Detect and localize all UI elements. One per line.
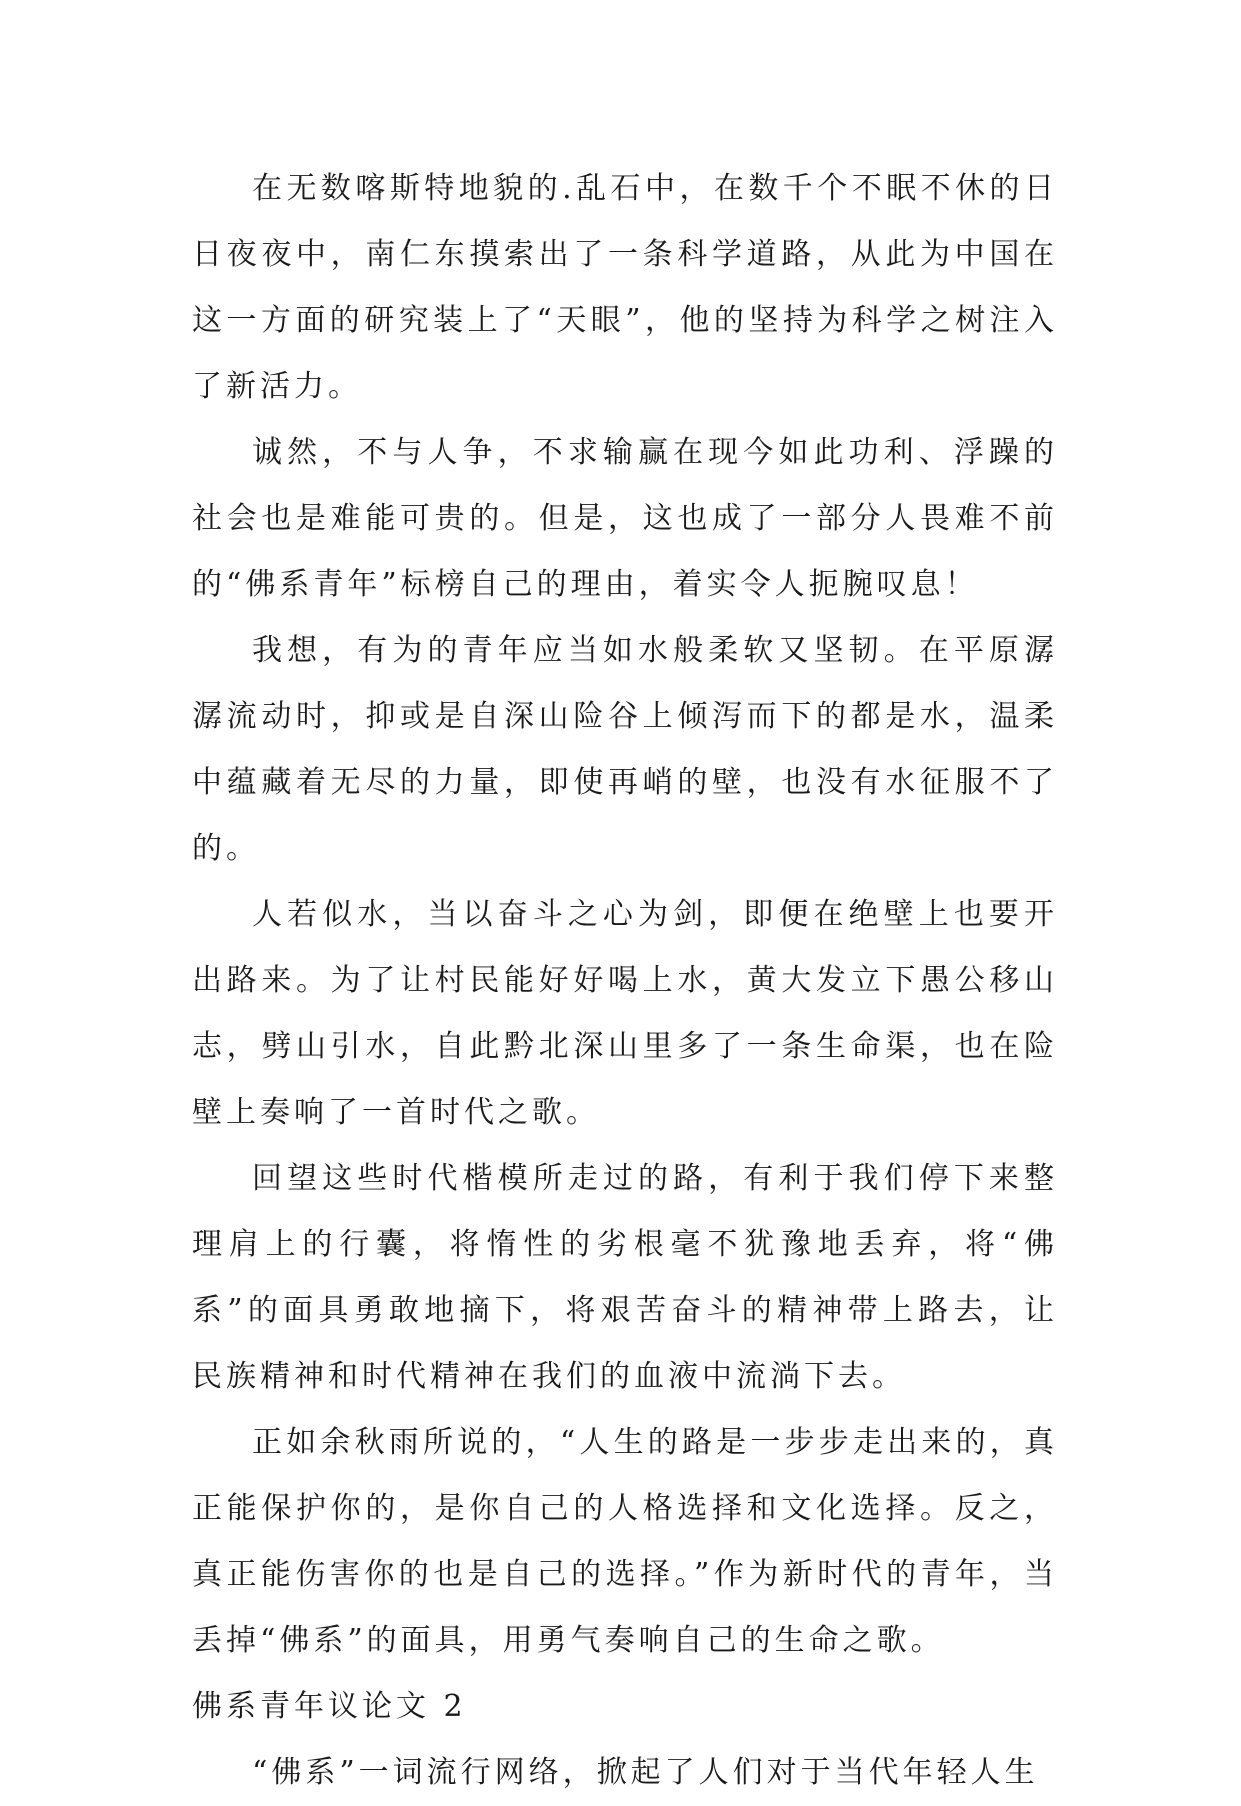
document-body (192, 156, 1058, 1806)
paragraph-5: 回望这些时代楷模所走过的路，有利于我们停下来整理肩上的行囊，将惰性的劣根毫不犹豫地丢弃，将“佛系”的面具勇敢地摘下，将艰苦奋斗的精神带上路去，让民族精神和时代精神在我们的血液中流淌下去。 (192, 1161, 1058, 1394)
paragraph-6: 正如余秋雨所说的，“人生的路是一步步走出来的，真正能保护你的，是你自己的人格选择和文化选择。反之，真正能伤害你的也是自己的选择。”作为新时代的青年，当丢掉“佛系”的面具，用勇气奏响自己的生命之歌。 (192, 1425, 1058, 1658)
paragraph-2: 诚然，不与人争，不求输赢在现今如此功利、浮躁的社会也是难能可贵的。但是，这也成了一部分人畏难不前的“佛系青年”标榜自己的理由，着实令人扼腕叹息！ (192, 435, 1058, 602)
section-heading: 佛系青年议论文 2 (192, 1689, 467, 1724)
paragraph-1: 在无数喀斯特地貌的.乱石中，在数千个不眠不休的日日夜夜中，南仁东摸索出了一条科学道路，从此为中国在这一方面的研究装上了“天眼”，他的坚持为科学之树注入了新活力。 (192, 171, 1058, 404)
paragraph-3: 我想，有为的青年应当如水般柔软又坚韧。在平原潺潺流动时，抑或是自深山险谷上倾泻而下的都是水，温柔中蕴藏着无尽的力量，即使再峭的壁，也没有水征服不了的。 (192, 633, 1058, 866)
paragraph-7: “佛系”一词流行网络，掀起了人们对于当代年轻人生 (252, 1755, 1039, 1790)
paragraph-4: 人若似水，当以奋斗之心为剑，即便在绝壁上也要开出路来。为了让村民能好好喝上水，黄大发立下愚公移山志，劈山引水，自此黔北深山里多了一条生命渠，也在险壁上奏响了一首时代之歌。 (192, 897, 1058, 1130)
